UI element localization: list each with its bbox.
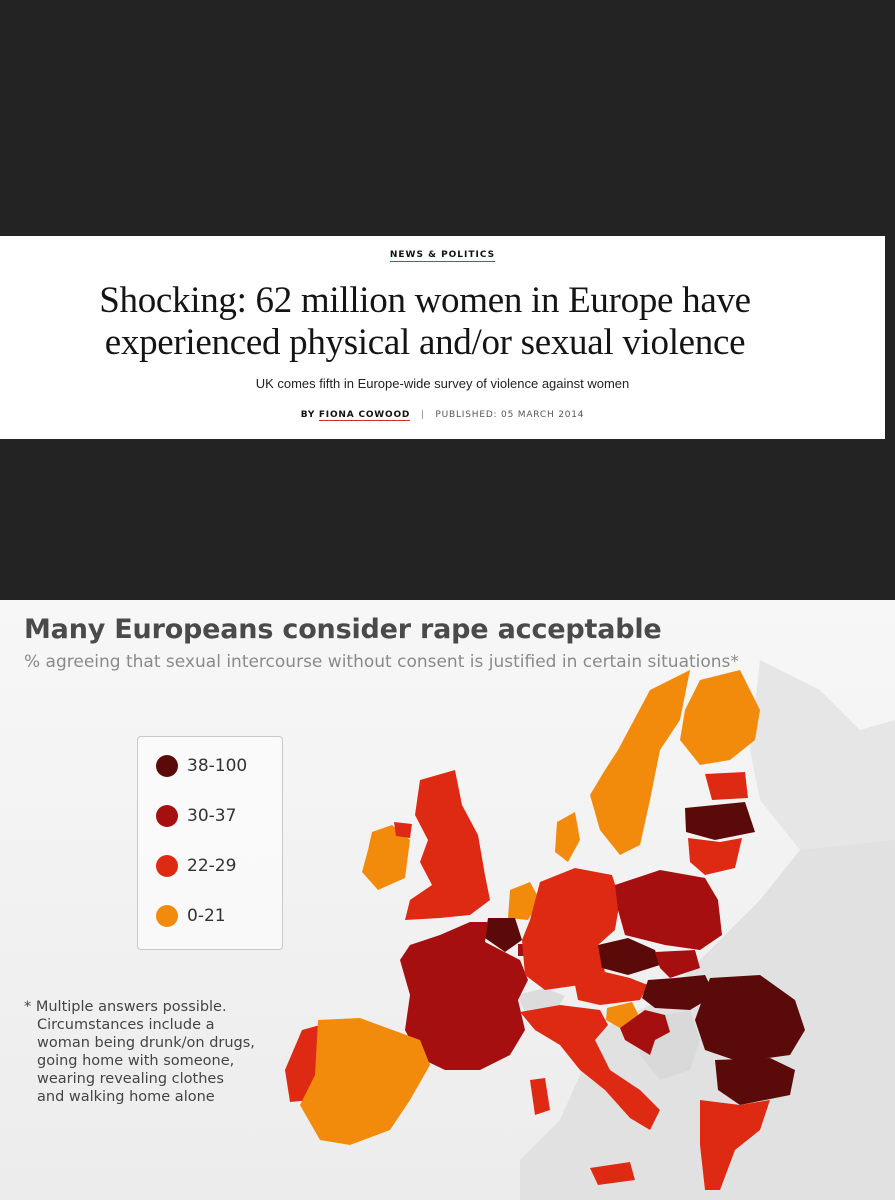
northern-ireland [394, 822, 412, 838]
published-date: PUBLISHED: 05 MARCH 2014 [435, 410, 585, 420]
spain [300, 1018, 430, 1145]
legend-swatch [156, 855, 178, 877]
footnote-line: and walking home alone [37, 1089, 215, 1105]
united-kingdom [405, 770, 490, 920]
europe-map [0, 600, 895, 1200]
sweden [590, 670, 690, 855]
poland [615, 870, 722, 950]
headline [30, 280, 820, 364]
footnote-line: wearing revealing clothes [37, 1071, 224, 1087]
footnote-line: going home with someone, [37, 1053, 235, 1069]
legend-item-38-100 [156, 753, 247, 779]
sardinia [530, 1078, 550, 1115]
finland [680, 670, 760, 765]
legend-label: 30-37 [187, 806, 237, 826]
czech-republic [598, 938, 660, 975]
estonia [705, 772, 748, 800]
germany [522, 868, 620, 990]
byline-prefix: BY [300, 410, 316, 420]
map-legend [137, 736, 283, 950]
lithuania [688, 838, 742, 875]
headline-line-1: Shocking: 62 million women in Europe have [99, 280, 751, 321]
legend-swatch [156, 805, 178, 827]
footnote-line: * Multiple answers possible. [24, 999, 227, 1015]
byline [0, 410, 885, 420]
infographic-subtitle: % agreeing that sexual intercourse without consent is justified in certain situations* [24, 652, 739, 672]
legend-item-0-21 [156, 903, 226, 929]
latvia [685, 802, 755, 840]
article-header [0, 236, 885, 439]
legend-label: 22-29 [187, 856, 237, 876]
standfirst: UK comes fifth in Europe-wide survey of violence against women [255, 376, 630, 391]
legend-label: 0-21 [187, 906, 226, 926]
legend-swatch [156, 755, 178, 777]
footnote [24, 998, 294, 1106]
footnote-line: woman being drunk/on drugs, [37, 1035, 255, 1051]
legend-item-22-29 [156, 853, 236, 879]
category-label[interactable]: NEWS & POLITICS [389, 250, 496, 260]
denmark [555, 812, 580, 862]
infographic [0, 600, 895, 1200]
infographic-title: Many Europeans consider rape acceptable [24, 614, 662, 645]
legend-label: 38-100 [187, 756, 248, 776]
byline-separator: | [420, 410, 425, 420]
norway-russia-land [750, 660, 895, 850]
footnote-line: Circumstances include a [37, 1017, 215, 1033]
legend-item-30-37 [156, 803, 236, 829]
headline-line-2: experienced physical and/or sexual violence [104, 322, 746, 363]
author-link[interactable]: FIONA COWOOD [318, 410, 411, 420]
legend-swatch [156, 905, 178, 927]
